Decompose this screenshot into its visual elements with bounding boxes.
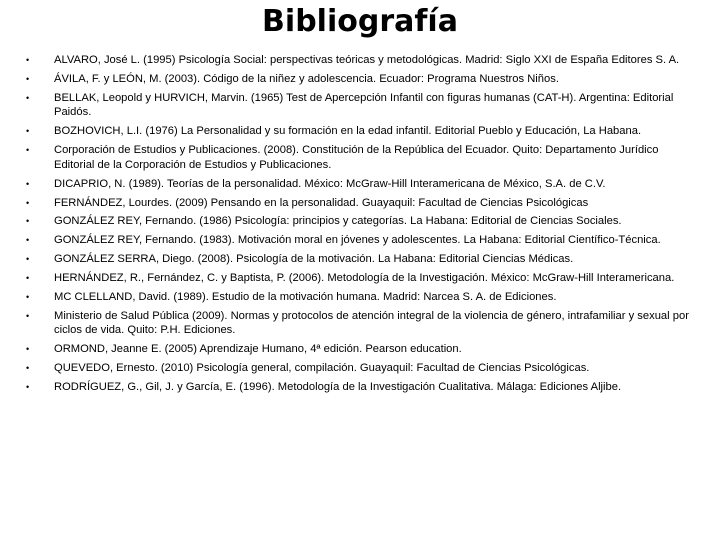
list-item (26, 271, 696, 286)
list-item (26, 177, 696, 192)
list-item (26, 380, 696, 395)
reference-text: MC CLELLAND, David. (1989). Estudio de la motivación humana. Madrid: Narcea S. A. de Ediciones. (54, 290, 557, 303)
reference-text: ALVARO, José L. (1995) Psicología Social: perspectivas teóricas y metodológicas. Madrid: Siglo XXI de España Editores S. A. (54, 54, 680, 66)
bullet-icon: • (26, 92, 30, 103)
bullet-icon: • (26, 145, 30, 156)
bibliography-list (26, 53, 696, 399)
bullet-icon: • (26, 291, 30, 302)
reference-text: QUEVEDO, Ernesto. (2010) Psicología general, compilación. Guayaquil: Facultad de Ciencias Psicológicas. (54, 362, 590, 375)
bullet-icon: • (26, 235, 30, 246)
bullet-icon: • (26, 55, 30, 65)
list-item (26, 214, 696, 229)
list-item (26, 342, 696, 357)
bullet-icon: • (26, 344, 30, 355)
reference-text: ORMOND, Jeanne E. (2005) Aprendizaje Humano, 4ª edición. Pearson education. (54, 343, 462, 356)
reference-text: FERNÁNDEZ, Lourdes. (2009) Pensando en la personalidad. Guayaquil: Facultad de Ciencias Psicológicas (54, 196, 589, 209)
bullet-icon: • (26, 73, 30, 84)
list-item (26, 196, 696, 211)
reference-text: GONZÁLEZ SERRA, Diego. (2008). Psicología de la motivación. La Habana: Editorial Ciencias Médicas. (54, 253, 574, 266)
reference-text: RODRÍGUEZ, G., Gil, J. y García, E. (1996). Metodología de la Investigación Cualitativa. Málaga: Ediciones Aljibe. (54, 381, 622, 394)
reference-text: Ministerio de Salud Pública (2009). Normas y protocolos de atención integral de la violencia de género, intrafamiliar y sexual por ciclos de vida. Quito: P.H. Ediciones. (54, 309, 689, 337)
reference-text: GONZÁLEZ REY, Fernando. (1986) Psicología: principios y categorías. La Habana: Editorial de Ciencias Sociales. (54, 215, 622, 228)
bullet-icon: • (26, 126, 30, 137)
bullet-icon: • (26, 216, 30, 227)
bullet-icon: • (26, 197, 30, 208)
list-item (26, 72, 696, 87)
list-item (26, 91, 696, 120)
list-item (26, 361, 696, 376)
reference-text: DICAPRIO, N. (1989). Teorías de la personalidad. México: McGraw-Hill Interamericana de México, S.A. de C.V. (54, 177, 606, 190)
list-item (26, 53, 696, 68)
reference-text: BELLAK, Leopold y HURVICH, Marvin. (1965) Test de Apercepción Infantil con figuras humanas (CAT-H). Argentina: Editorial Paidós. (54, 91, 674, 119)
bullet-icon: • (26, 382, 30, 393)
reference-text: HERNÁNDEZ, R., Fernández, C. y Baptista, P. (2006). Metodología de la Investigación. México: McGraw-Hill Interamericana. (54, 272, 675, 285)
reference-text: ÁVILA, F. y LEÓN, M. (2003). Código de la niñez y adolescencia. Ecuador: Programa Nuestros Niños. (54, 72, 559, 85)
list-item (26, 233, 696, 248)
list-item (26, 124, 696, 139)
reference-text: BOZHOVICH, L.I. (1976) La Personalidad y su formación en la edad infantil. Editorial Pueblo y Educación, La Habana. (54, 125, 642, 138)
reference-text: Corporación de Estudios y Publicaciones. (2008). Constitución de la República del Ecuador. Quito: Departamento Jurídico Editorial de la Corporación de Estudios y Publicaciones. (54, 144, 659, 171)
list-item (26, 309, 696, 338)
list-item (26, 143, 696, 172)
bullet-icon: • (26, 178, 30, 189)
page-title: Bibliografía (262, 4, 458, 39)
reference-text: GONZÁLEZ REY, Fernando. (1983). Motivación moral en jóvenes y adolescentes. La Habana: Editorial Científico-Técnica. (54, 234, 661, 247)
bullet-icon: • (26, 310, 30, 321)
list-item (26, 252, 696, 267)
bullet-icon: • (26, 363, 30, 374)
bullet-icon: • (26, 254, 30, 265)
list-item (26, 290, 696, 305)
bullet-icon: • (26, 273, 30, 284)
